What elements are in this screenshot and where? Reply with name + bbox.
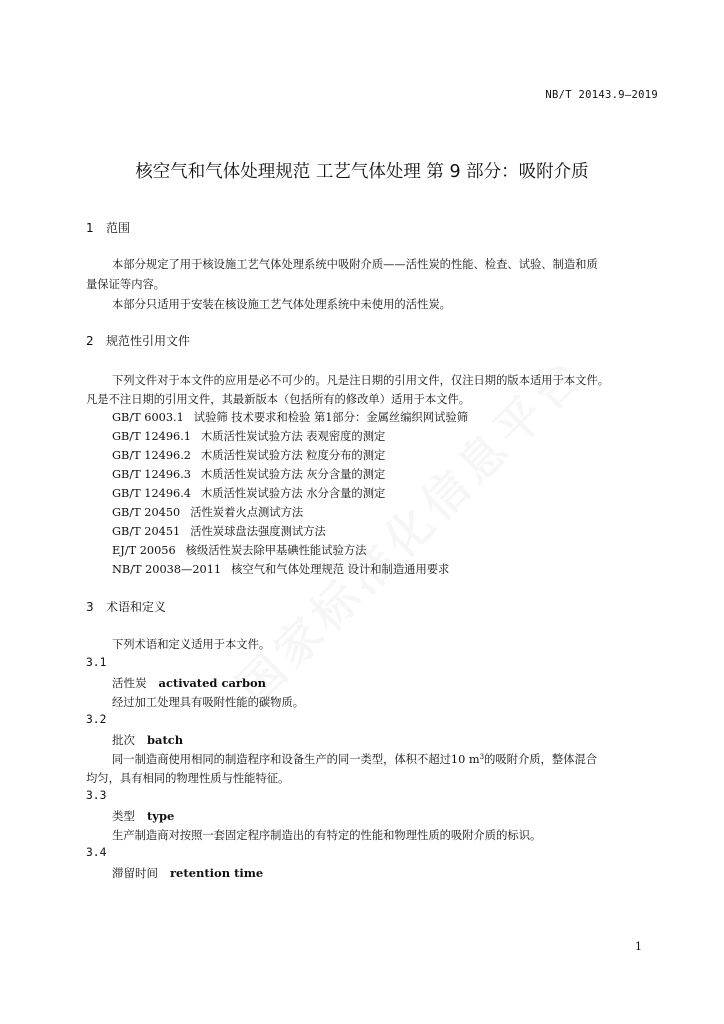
reference-title: 木质活性炭试验方法 表观密度的测定 bbox=[200, 430, 386, 443]
reference-item bbox=[112, 485, 385, 501]
term-en: activated carbon bbox=[158, 676, 267, 690]
reference-title: 核级活性炭去除甲基碘性能试验方法 bbox=[185, 544, 367, 557]
term-definition-continued: 均匀，具有相同的物理性质与性能特征。 bbox=[86, 772, 290, 785]
reference-title: 木质活性炭试验方法 水分含量的测定 bbox=[200, 487, 386, 500]
paragraph-line: 本部分只适用于安装在核设施工艺气体处理系统中未使用的活性炭。 bbox=[112, 298, 451, 311]
section-number: 1 bbox=[86, 221, 94, 235]
term-zh: 滞留时间 bbox=[112, 866, 158, 880]
term-zh: 活性炭 bbox=[112, 676, 147, 690]
document-number: NB/T 20143.9—2019 bbox=[545, 89, 658, 101]
definition-text: 同一制造商使用相同的制造程序和设备生产的同一类型，体积不超过10 m bbox=[112, 753, 480, 766]
superscript: 3 bbox=[479, 753, 485, 761]
section-3-heading bbox=[86, 598, 166, 615]
document-title: 核空气和气体处理规范 工艺气体处理 第 9 部分：吸附介质 bbox=[135, 162, 589, 182]
term-en: type bbox=[147, 809, 175, 823]
reference-code: GB/T 20451 bbox=[112, 525, 181, 538]
reference-code: GB/T 20450 bbox=[112, 506, 181, 519]
term-zh: 类型 bbox=[112, 809, 135, 823]
subsection-number: 3.3 bbox=[86, 789, 107, 802]
reference-code: GB/T 12496.2 bbox=[112, 449, 191, 462]
reference-title: 木质活性炭试验方法 灰分含量的测定 bbox=[200, 468, 386, 481]
reference-item bbox=[112, 409, 468, 425]
term-definition bbox=[112, 751, 597, 767]
reference-code: GB/T 12496.3 bbox=[112, 468, 191, 481]
section-title: 范围 bbox=[106, 221, 131, 235]
term-zh: 批次 bbox=[112, 733, 135, 747]
reference-item bbox=[112, 561, 449, 577]
section-1-heading bbox=[86, 219, 130, 236]
paragraph-line: 凡是不注日期的引用文件，其最新版本（包括所有的修改单）适用于本文件。 bbox=[86, 393, 471, 406]
reference-title: 活性炭球盘法强度测试方法 bbox=[190, 525, 326, 538]
subsection-number: 3.1 bbox=[86, 656, 107, 669]
term-definition: 生产制造商对按照一套固定程序制造出的有特定的性能和物理性质的吸附介质的标识。 bbox=[112, 829, 542, 842]
paragraph-line: 量保证等内容。 bbox=[86, 278, 166, 291]
reference-code: GB/T 12496.4 bbox=[112, 487, 191, 500]
term-en: retention time bbox=[170, 866, 264, 880]
reference-item bbox=[112, 466, 385, 482]
reference-item bbox=[112, 523, 326, 539]
term-heading bbox=[112, 808, 174, 824]
reference-item bbox=[112, 447, 385, 463]
term-heading bbox=[112, 732, 183, 748]
reference-title: 活性炭着火点测试方法 bbox=[190, 506, 304, 519]
paragraph-line: 下列术语和定义适用于本文件。 bbox=[112, 638, 271, 651]
term-heading bbox=[112, 865, 263, 881]
reference-title: 试验筛 技术要求和检验 第1部分：金属丝编织网试验筛 bbox=[193, 411, 468, 424]
reference-item bbox=[112, 504, 303, 520]
term-en: batch bbox=[147, 733, 184, 747]
section-title: 术语和定义 bbox=[106, 600, 167, 614]
reference-title: 木质活性炭试验方法 粒度分布的测定 bbox=[200, 449, 386, 462]
section-number: 2 bbox=[86, 334, 94, 348]
subsection-number: 3.4 bbox=[86, 846, 107, 859]
paragraph-line: 本部分规定了用于核设施工艺气体处理系统中吸附介质——活性炭的性能、检查、试验、制造和质 bbox=[112, 258, 598, 271]
reference-code: GB/T 6003.1 bbox=[112, 411, 184, 424]
paragraph-line: 下列文件对于本文件的应用是必不可少的。凡是注日期的引用文件，仅注日期的版本适用于本文件。 bbox=[112, 374, 610, 387]
section-title: 规范性引用文件 bbox=[106, 334, 191, 348]
reference-item bbox=[112, 428, 385, 444]
reference-code: GB/T 12496.1 bbox=[112, 430, 191, 443]
reference-item bbox=[112, 542, 366, 558]
reference-code: NB/T 20038—2011 bbox=[112, 563, 222, 576]
subsection-number: 3.2 bbox=[86, 713, 107, 726]
term-definition: 经过加工处理具有吸附性能的碳物质。 bbox=[112, 696, 305, 709]
section-2-heading bbox=[86, 332, 190, 349]
reference-code: EJ/T 20056 bbox=[112, 544, 176, 557]
section-number: 3 bbox=[86, 600, 94, 614]
reference-title: 核空气和气体处理规范 设计和制造通用要求 bbox=[231, 563, 450, 576]
definition-text: 的吸附介质，整体混合 bbox=[484, 753, 598, 766]
page-number: 1 bbox=[635, 940, 642, 953]
term-heading bbox=[112, 675, 266, 691]
